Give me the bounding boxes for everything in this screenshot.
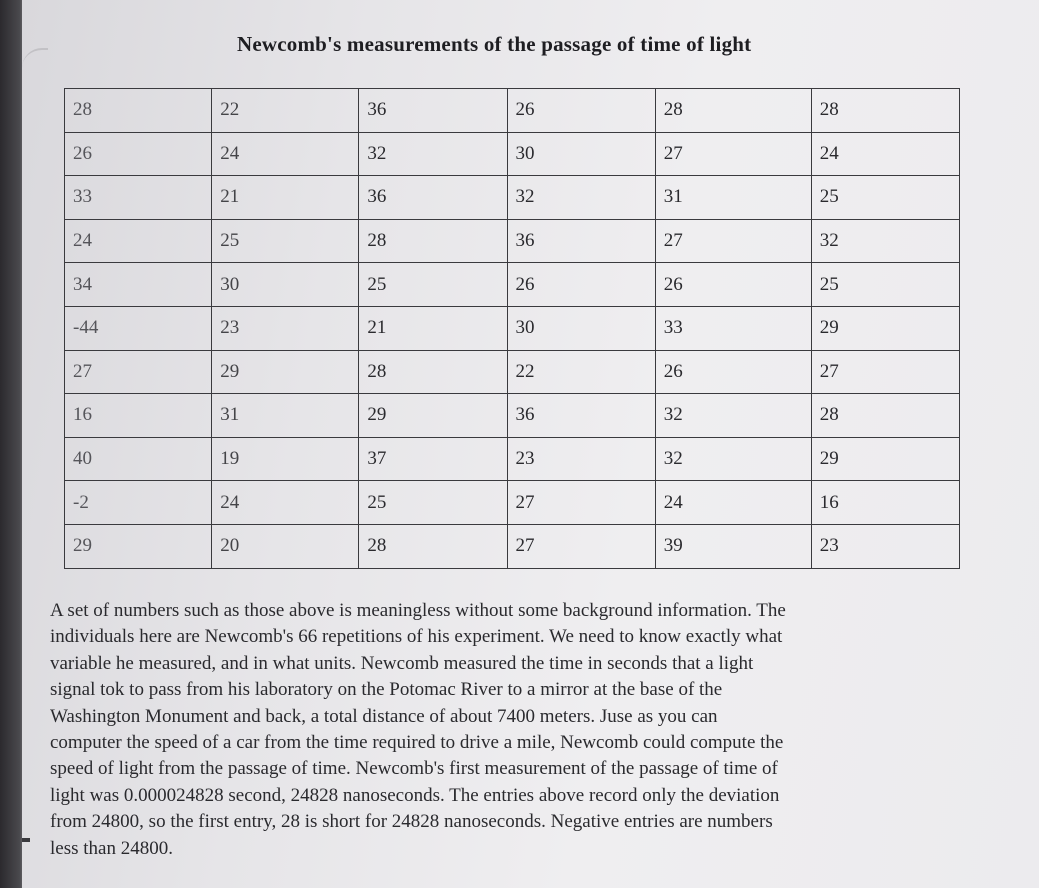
table-cell: -44 bbox=[65, 306, 212, 350]
table-row bbox=[65, 89, 960, 133]
table-cell: 32 bbox=[811, 219, 959, 263]
table-cell: 24 bbox=[212, 481, 359, 525]
table-cell: 26 bbox=[655, 350, 811, 394]
table-cell: 29 bbox=[811, 437, 959, 481]
table-cell: 26 bbox=[507, 263, 655, 307]
table-cell: 22 bbox=[212, 89, 359, 133]
table-row bbox=[65, 176, 960, 220]
table-cell: 31 bbox=[212, 394, 359, 438]
table-cell: 24 bbox=[811, 132, 959, 176]
table-cell: 27 bbox=[655, 132, 811, 176]
table-cell: 25 bbox=[359, 481, 507, 525]
table-row bbox=[65, 481, 960, 525]
table-cell: 29 bbox=[359, 394, 507, 438]
paragraph-line: variable he measured, and in what units. Newcomb measured the time in seconds that a light bbox=[50, 652, 754, 674]
paragraph-line: computer the speed of a car from the time required to drive a mile, Newcomb could compute the bbox=[50, 732, 784, 754]
table-cell: 26 bbox=[65, 132, 212, 176]
table-cell: 24 bbox=[212, 132, 359, 176]
table-cell: 23 bbox=[212, 306, 359, 350]
table-cell: 28 bbox=[655, 89, 811, 133]
table-cell: 27 bbox=[507, 481, 655, 525]
table-cell: 30 bbox=[212, 263, 359, 307]
table-cell: 29 bbox=[811, 306, 959, 350]
explanation-paragraph bbox=[50, 598, 960, 862]
table-cell: 28 bbox=[811, 89, 959, 133]
table-cell: 19 bbox=[212, 437, 359, 481]
table-row bbox=[65, 350, 960, 394]
table-cell: 23 bbox=[811, 524, 959, 568]
table-cell: 32 bbox=[655, 394, 811, 438]
table-cell: 28 bbox=[359, 350, 507, 394]
table-row bbox=[65, 306, 960, 350]
table-cell: 32 bbox=[359, 132, 507, 176]
table-cell: 28 bbox=[359, 524, 507, 568]
table-cell: 28 bbox=[811, 394, 959, 438]
table-cell: 29 bbox=[65, 524, 212, 568]
table-cell: 20 bbox=[212, 524, 359, 568]
table-cell: 21 bbox=[359, 306, 507, 350]
table-row bbox=[65, 524, 960, 568]
table-cell: 26 bbox=[507, 89, 655, 133]
table-cell: 32 bbox=[655, 437, 811, 481]
table-cell: 27 bbox=[507, 524, 655, 568]
table-cell: 36 bbox=[359, 89, 507, 133]
table-cell: 16 bbox=[65, 394, 212, 438]
table-cell: 24 bbox=[655, 481, 811, 525]
table-cell: 29 bbox=[212, 350, 359, 394]
table-cell: 28 bbox=[359, 219, 507, 263]
paragraph-line: Washington Monument and back, a total distance of about 7400 meters. Juse as you can bbox=[50, 705, 718, 727]
table-cell: 31 bbox=[655, 176, 811, 220]
paragraph-line: signal tok to pass from his laboratory on the Potomac River to a mirror at the base of the bbox=[50, 679, 723, 701]
table-cell: 25 bbox=[212, 219, 359, 263]
table-row bbox=[65, 263, 960, 307]
table-cell: 36 bbox=[507, 219, 655, 263]
table-row bbox=[65, 394, 960, 438]
table-cell: 27 bbox=[655, 219, 811, 263]
table-cell: -2 bbox=[65, 481, 212, 525]
table-cell: 40 bbox=[65, 437, 212, 481]
table-row bbox=[65, 437, 960, 481]
table-title: Newcomb's measurements of the passage of time of light bbox=[237, 32, 752, 56]
table-cell: 25 bbox=[359, 263, 507, 307]
paragraph-line: from 24800, so the first entry, 28 is short for 24828 nanoseconds. Negative entries are numbers bbox=[50, 811, 773, 833]
table-cell: 32 bbox=[507, 176, 655, 220]
table-cell: 24 bbox=[65, 219, 212, 263]
table-cell: 23 bbox=[507, 437, 655, 481]
paragraph-line: light was 0.000024828 second, 24828 nanoseconds. The entries above record only the deviation bbox=[50, 784, 780, 806]
table-cell: 22 bbox=[507, 350, 655, 394]
table-cell: 27 bbox=[65, 350, 212, 394]
table-cell: 30 bbox=[507, 306, 655, 350]
table-cell: 36 bbox=[359, 176, 507, 220]
table-cell: 25 bbox=[811, 176, 959, 220]
page-edge-mark bbox=[22, 838, 30, 842]
table-cell: 39 bbox=[655, 524, 811, 568]
table-cell: 25 bbox=[811, 263, 959, 307]
table-cell: 26 bbox=[655, 263, 811, 307]
table-cell: 33 bbox=[655, 306, 811, 350]
table-cell: 27 bbox=[811, 350, 959, 394]
table-cell: 34 bbox=[65, 263, 212, 307]
table-cell: 28 bbox=[65, 89, 212, 133]
paragraph-line: speed of light from the passage of time. Newcomb's first measurement of the passage of time of bbox=[50, 758, 778, 780]
table-cell: 16 bbox=[811, 481, 959, 525]
measurements-table bbox=[64, 88, 960, 569]
table-cell: 37 bbox=[359, 437, 507, 481]
table-cell: 36 bbox=[507, 394, 655, 438]
paragraph-line: individuals here are Newcomb's 66 repetitions of his experiment. We need to know exactly what bbox=[50, 626, 783, 648]
paragraph-line: A set of numbers such as those above is meaningless without some background information. The bbox=[50, 600, 786, 621]
table-row bbox=[65, 132, 960, 176]
table-cell: 30 bbox=[507, 132, 655, 176]
table-cell: 33 bbox=[65, 176, 212, 220]
table-cell: 21 bbox=[212, 176, 359, 220]
table-row bbox=[65, 219, 960, 263]
paragraph-line: less than 24800. bbox=[50, 837, 173, 859]
